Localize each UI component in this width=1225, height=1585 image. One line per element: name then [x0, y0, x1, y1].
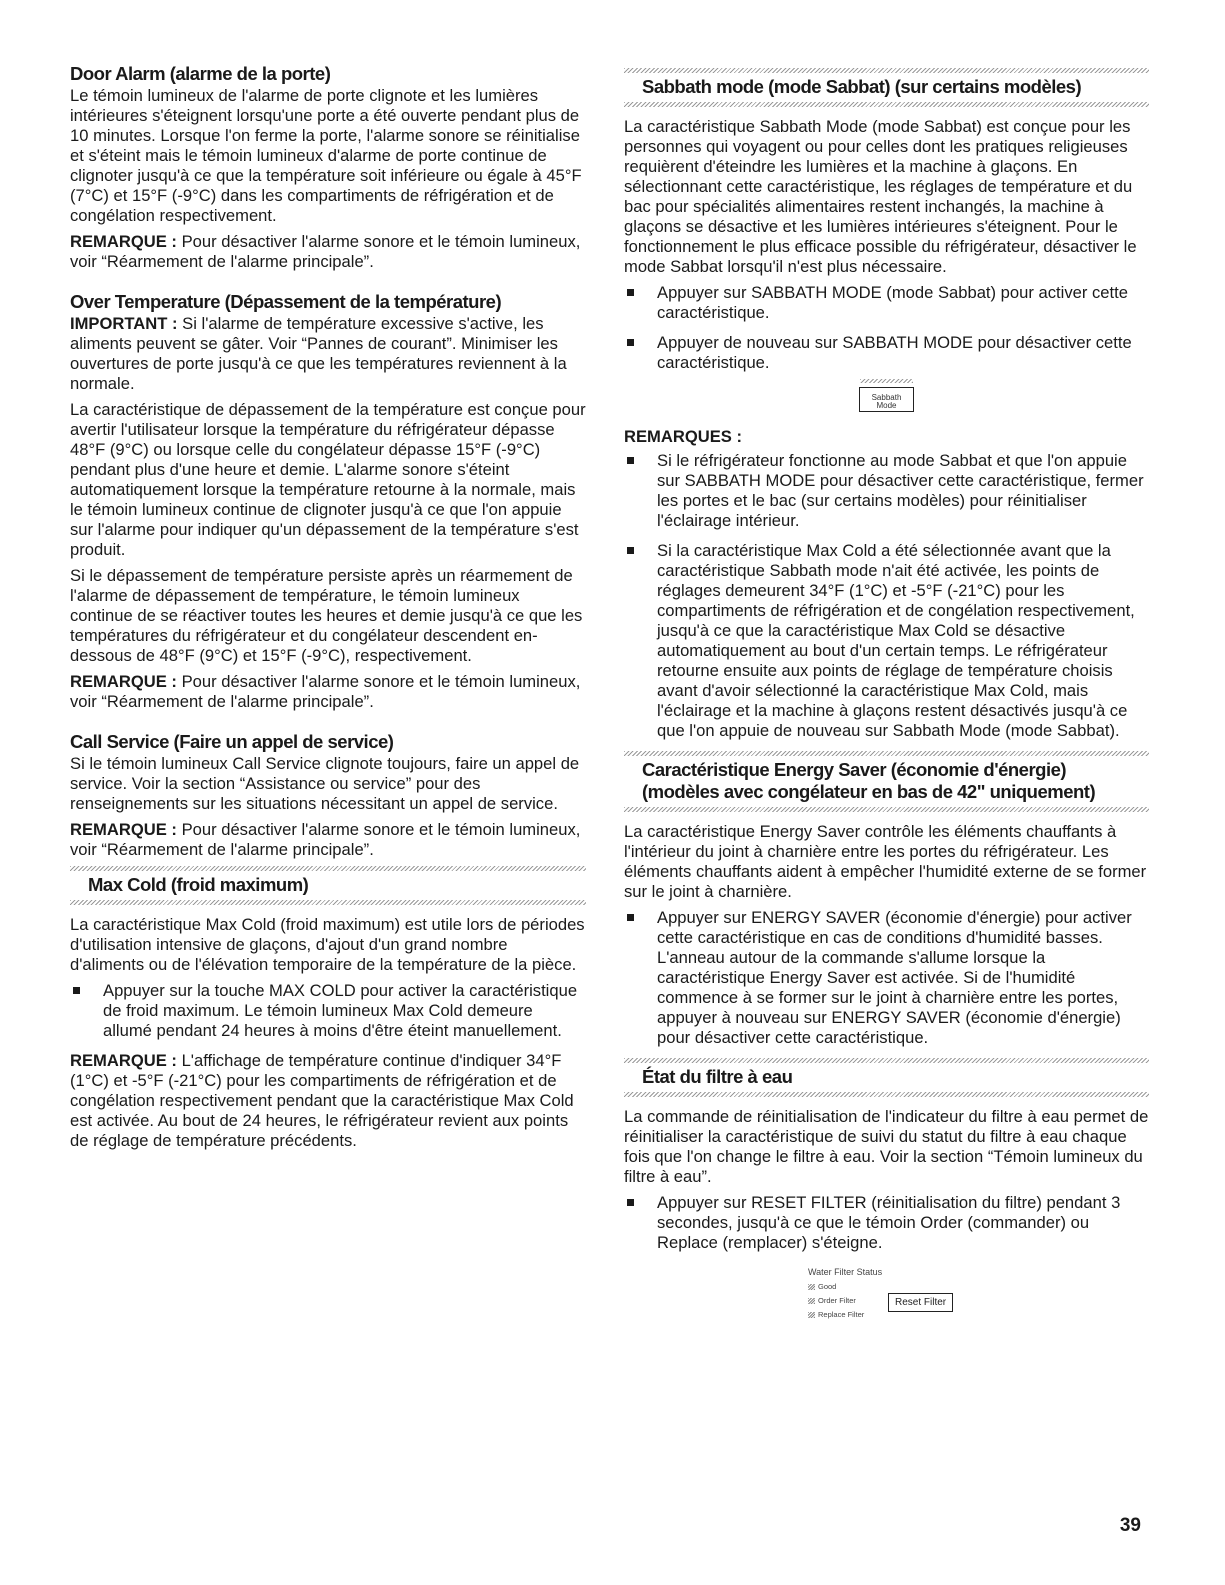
- sabbath-notes-list: [624, 451, 1149, 741]
- status-label: Order Filter: [818, 1296, 856, 1305]
- list-item: Appuyer sur SABBATH MODE (mode Sabbat) pour activer cette caractéristique.: [624, 283, 1149, 323]
- max-cold-body: La caractéristique Max Cold (froid maximum) est utile lors de périodes d'utilisation intensive de glaçons, d'ajout d'un grand nombre d'aliments ou de l'élévation temporaire de la température de la pièce.: [70, 915, 585, 974]
- door-alarm-body: Le témoin lumineux de l'alarme de porte clignote et les lumières intérieures s'éteignent lorsqu'une porte a été ouverte pendant plus de 10 minutes. Lorsque l'on ferme la porte, l'alarme sonore se réinitialise et s'éteint mais le témoin lumineux d'alarme de porte continue de clignoter jusqu'à ce que la température soit inférieure ou égale à 45°F (7°C) et 15°F (-9°C) dans les compartiments de réfrigération et de congélation respectivement.: [70, 86, 582, 225]
- status-replace: [808, 1308, 1149, 1322]
- call-service-heading: Call Service (Faire un appel de service): [70, 731, 394, 752]
- call-service-note: [70, 820, 586, 860]
- note-label: REMARQUE :: [70, 672, 177, 691]
- max-cold-list: [70, 981, 586, 1041]
- list-item: Si la caractéristique Max Cold a été sélectionnée avant que la caractéristique Sabbath mode n'ait été activée, les points de réglages demeurent 34°F (1°C) et -5°F (-21°C) pour les compartiments de réfrigération et de congélation respectivement, jusqu'à ce que la caractéristique Max Cold se désactive automatiquement au bout d'un certain temps. Le réfrigérateur retourne ensuite aux points de réglage de température choisis avant d'avoir sélectionné la caractéristique Max Cold, mais l'éclairage et la machine à glaçons restent désactivés jusqu'à ce que l'on appuie de nouveau sur Sabbath Mode (mode Sabbat).: [624, 541, 1149, 741]
- sabbath-mode-button[interactable]: [859, 387, 915, 412]
- right-column: [624, 68, 1149, 1337]
- sabbath-list: [624, 283, 1149, 373]
- reset-filter-button[interactable]: Reset Filter: [888, 1293, 953, 1312]
- list-item: Appuyer de nouveau sur SABBATH MODE pour désactiver cette caractéristique.: [624, 333, 1149, 373]
- energy-body: La caractéristique Energy Saver contrôle les éléments chauffants à l'intérieur du joint à charnière entre les portes du réfrigérateur. Les éléments chauffants aident à empêcher l'humidité externe de se former sur le joint à charnière.: [624, 822, 1147, 901]
- sabbath-heading-box: [624, 68, 1149, 107]
- important-label: IMPORTANT :: [70, 314, 178, 333]
- door-alarm-heading: Door Alarm (alarme de la porte): [70, 63, 331, 84]
- note-text: Pour désactiver l'alarme sonore et le témoin lumineux, voir “Réarmement de l'alarme principale”.: [70, 232, 581, 271]
- status-order: [808, 1294, 1149, 1308]
- max-cold-note: [70, 1051, 586, 1151]
- sabbath-notes-label: REMARQUES :: [624, 427, 743, 446]
- energy-heading-box: [624, 751, 1149, 812]
- list-item: Appuyer sur RESET FILTER (réinitialisation du filtre) pendant 3 secondes, jusqu'à ce que le témoin Order (commander) ou Replace (remplacer) s'éteigne.: [624, 1193, 1149, 1253]
- note-text: L'affichage de température continue d'indiquer 34°F (1°C) et -5°F (-21°C) pour les compartiments de réfrigération et de congélation respectivement pendant que la caractéristique Max Cold est activée. Au bout de 24 heures, le réfrigérateur revient aux points de réglage de température précédents.: [70, 1051, 574, 1150]
- important-text: Si l'alarme de température excessive s'active, les aliments peuvent se gâter. Voir “Pannes de courant”. Minimiser les ouvertures de porte jusqu'à ce que les températures reviennent à la normale.: [70, 314, 567, 393]
- max-cold-heading-box: [70, 866, 586, 905]
- water-filter-list: [624, 1193, 1149, 1253]
- water-filter-heading: État du filtre à eau: [642, 1066, 793, 1087]
- indicator-icon: [808, 1312, 815, 1318]
- energy-heading-line1: Caractéristique Energy Saver (économie d'énergie): [642, 759, 1067, 780]
- indicator-icon: [808, 1298, 815, 1304]
- call-service-body: Si le témoin lumineux Call Service clignote toujours, faire un appel de service. Voir la section “Assistance ou service” pour des renseignements sur les situations nécessitant un appel de service.: [70, 754, 580, 813]
- max-cold-heading: Max Cold (froid maximum): [88, 874, 309, 895]
- list-item: Appuyer sur la touche MAX COLD pour activer la caractéristique de froid maximum. Le témoin lumineux Max Cold demeure allumé pendant 24 heures à moins d'être éteint manuellement.: [70, 981, 586, 1041]
- status-good: [808, 1280, 1149, 1294]
- over-temp-p1: La caractéristique de dépassement de la température est conçue pour avertir l'utilisateur lorsque la température du réfrigérateur dépasse 48°F (9°C) ou lorsque celle du congélateur dépasse 15°F (-9°C) pendant plus d'une heure et demie. L'alarme sonore s'éteint automatiquement lorsque la température retourne à la normale, mais le témoin lumineux continue de clignoter jusqu'à ce que l'on appuie sur l'alarme pour indiquer qu'un dépassement de la température s'est produit.: [70, 400, 586, 559]
- page-number: 39: [1119, 1515, 1141, 1536]
- door-alarm-note: [70, 232, 586, 272]
- status-label: Replace Filter: [818, 1310, 865, 1319]
- note-label: REMARQUE :: [70, 1051, 177, 1070]
- note-text: Pour désactiver l'alarme sonore et le témoin lumineux, voir “Réarmement de l'alarme principale”.: [70, 672, 581, 711]
- note-label: REMARQUE :: [70, 820, 177, 839]
- list-item: Si le réfrigérateur fonctionne au mode Sabbat et que l'on appuie sur SABBATH MODE pour désactiver cette caractéristique, fermer les portes et le bac (sur certains modèles) pour réinitialiser l'éclairage intérieur.: [624, 451, 1149, 531]
- status-label: Good: [818, 1282, 837, 1291]
- over-temp-heading: Over Temperature (Dépassement de la température): [70, 291, 502, 312]
- note-text: Pour désactiver l'alarme sonore et le témoin lumineux, voir “Réarmement de l'alarme principale”.: [70, 820, 581, 859]
- sabbath-heading: Sabbath mode (mode Sabbat) (sur certains modèles): [642, 76, 1082, 97]
- button-line: Sabbath: [871, 393, 902, 402]
- list-item: Appuyer sur ENERGY SAVER (économie d'énergie) pour activer cette caractéristique en cas de conditions d'humidité basses. L'anneau autour de la commande s'allume lorsque la caractéristique Energy Saver est activée. Si de l'humidité commence à se former sur le joint à charnière entre les portes, appuyer à nouveau sur ENERGY SAVER (économie d'énergie) pour désactiver cette caractéristique.: [624, 908, 1149, 1048]
- button-line: Mode: [876, 401, 897, 410]
- over-temp-note: [70, 672, 586, 712]
- over-temp-p2: Si le dépassement de température persiste après un réarmement de l'alarme de dépassement de température, le témoin lumineux continue de se réactiver toutes les heures et demie jusqu'à ce que les températures du réfrigérateur et du congélateur descendent en-dessous de 48°F (9°C) et 15°F (-9°C), respectivement.: [70, 566, 583, 665]
- left-column: [70, 62, 586, 1157]
- water-filter-panel: [808, 1267, 1149, 1337]
- water-filter-heading-box: [624, 1058, 1149, 1097]
- sabbath-button-figure: [624, 387, 1149, 413]
- energy-heading-line2: (modèles avec congélateur en bas de 42" uniquement): [642, 781, 1096, 802]
- sabbath-body: La caractéristique Sabbath Mode (mode Sabbat) est conçue pour les personnes qui voyagent ou pour celles dont les pratiques religieuses requièrent d'éteindre les lumières et la machine à glaçons. En sélectionnant cette caractéristique, les réglages de température et du bac pour spécialités alimentaires restent inchangés, la machine à glaçons se désactive et les lumières intérieures s'éteignent. Pour le fonctionnement le plus efficace possible du réfrigérateur, désactiver le mode Sabbat lorsqu'il n'est plus nécessaire.: [624, 117, 1137, 276]
- note-label: REMARQUE :: [70, 232, 177, 251]
- indicator-icon: [808, 1284, 815, 1290]
- panel-title: Water Filter Status: [808, 1267, 883, 1277]
- water-filter-body: La commande de réinitialisation de l'indicateur du filtre à eau permet de réinitialiser la caractéristique de suivi du statut du filtre à eau chaque fois que l'on change le filtre à eau. Voir la section “Témoin lumineux du filtre à eau”.: [624, 1107, 1149, 1186]
- energy-list: [624, 908, 1149, 1048]
- over-temp-important: [70, 314, 586, 394]
